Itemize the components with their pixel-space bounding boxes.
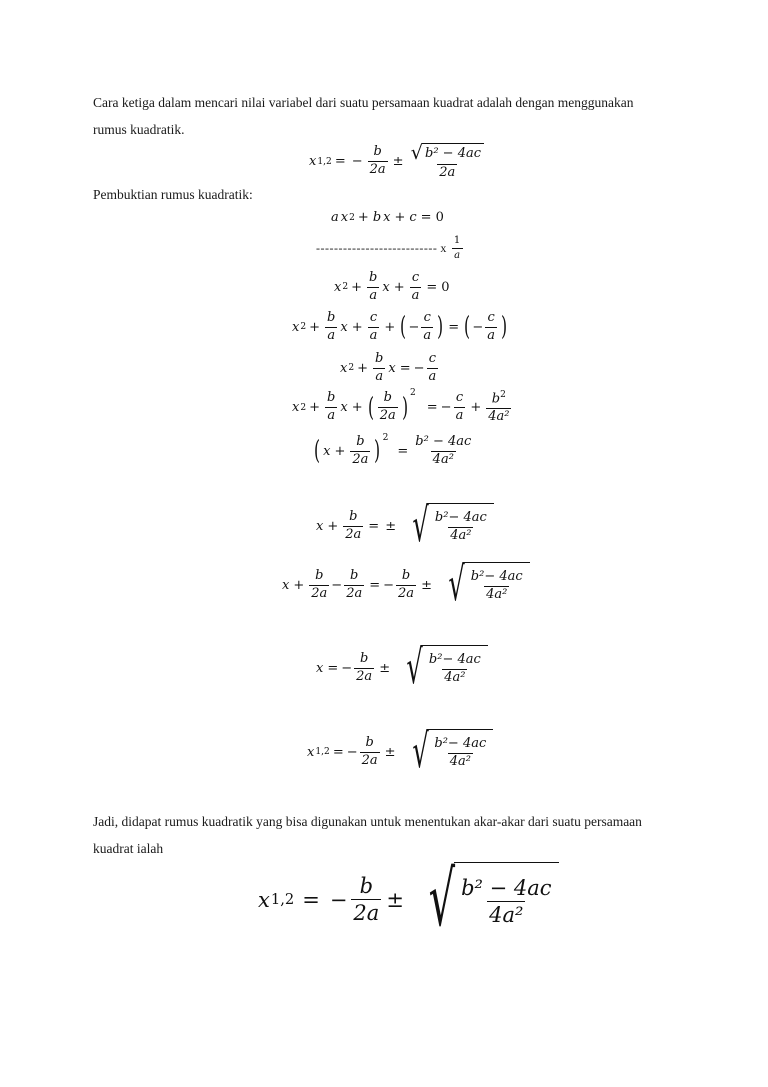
plus-sign: + (384, 319, 396, 335)
var-x: x (388, 360, 396, 376)
equation-standard-form (330, 210, 445, 225)
equals-sign: = (369, 577, 381, 593)
radical-sign: √ (412, 499, 429, 553)
var-x: x (309, 154, 317, 170)
exponent: 2 (348, 363, 355, 374)
numerator: c (423, 310, 431, 325)
denominator: 4a² (449, 754, 471, 770)
plus-sign: + (470, 400, 482, 416)
exponent: 2 (300, 402, 307, 413)
equation-step-9 (306, 725, 493, 779)
var-a: a (331, 210, 339, 225)
var-x: x (383, 210, 391, 225)
equals-sign: = (399, 360, 411, 376)
square-root (399, 725, 494, 779)
equation-step-2 (291, 311, 509, 344)
square-root (393, 641, 488, 695)
exponent: 2 (409, 388, 416, 398)
left-paren: ( (314, 436, 321, 467)
plus-sign: + (293, 577, 305, 593)
fraction (459, 876, 553, 927)
square-root (411, 143, 484, 163)
numerator: b (350, 567, 359, 583)
plus-minus-sign: ± (421, 577, 432, 593)
left-paren: ( (464, 312, 471, 343)
minus-sign: − (413, 360, 425, 376)
conclusion-line-2: kuadrat ialah (93, 841, 164, 856)
radicand (422, 645, 488, 692)
times-sign: x (440, 240, 447, 255)
conclusion-paragraph (93, 808, 693, 862)
equals-sign: = (426, 400, 438, 416)
minus-sign: − (329, 887, 348, 912)
denominator: a (327, 327, 336, 343)
fraction (354, 652, 374, 685)
fraction (396, 569, 416, 602)
minus-sign: − (472, 319, 484, 335)
fraction (409, 143, 486, 180)
fraction (367, 271, 379, 304)
plus-sign: + (309, 319, 321, 335)
plus-sign: + (351, 319, 363, 335)
radicand (428, 503, 494, 550)
plus-sign: + (357, 210, 369, 225)
numerator: b (401, 567, 411, 583)
denominator: a (487, 327, 496, 343)
numerator: b²− 4ac (434, 510, 487, 526)
dash-line: --------------------------- (316, 240, 438, 255)
equals-sign: = (332, 744, 344, 760)
var-b: b (372, 210, 382, 225)
multiply-step-line (316, 235, 465, 261)
denominator: a (369, 287, 378, 303)
denominator: a (411, 287, 420, 303)
numerator: b (327, 310, 336, 325)
fraction (373, 352, 385, 385)
denominator: 4a² (450, 528, 472, 544)
numerator: b (315, 567, 324, 583)
numerator: b²− 4ac (428, 652, 481, 668)
numerator (409, 143, 486, 164)
denominator: 4a² (488, 409, 510, 425)
numerator: b (360, 650, 369, 666)
exponent: 2 (500, 390, 506, 400)
plus-minus-sign: ± (379, 660, 391, 676)
numerator: b (369, 270, 378, 285)
subscript: 1,2 (317, 156, 332, 167)
intro-line-2: rumus kuadratik. (93, 122, 185, 137)
plus-minus-sign: ± (385, 518, 397, 534)
fraction (325, 391, 337, 424)
fraction (413, 435, 473, 468)
zero: 0 (441, 279, 450, 295)
numerator: b (327, 390, 336, 406)
denominator: 2a (361, 752, 378, 768)
numerator: c (487, 310, 495, 325)
var-x: x (282, 577, 290, 593)
plus-minus-sign: ± (386, 887, 404, 912)
fraction (351, 874, 381, 925)
numerator: b²− 4ac (470, 569, 523, 585)
denominator: 2a (398, 585, 415, 601)
left-paren: ( (400, 312, 407, 343)
right-paren: ) (401, 392, 408, 423)
fraction (485, 311, 497, 344)
final-formula (257, 855, 559, 943)
var-x: x (334, 279, 342, 295)
fraction (469, 570, 525, 603)
zero: 0 (435, 210, 444, 225)
conclusion-line-1: Jadi, didapat rumus kuadratik yang bisa digunakan untuk menentukan akar-akar dari suatu persamaan (93, 814, 642, 829)
fraction (433, 511, 489, 544)
equation-step-4 (291, 390, 513, 425)
numerator: c (455, 390, 464, 406)
equals-sign: = (448, 319, 460, 335)
square-root (399, 499, 494, 553)
denominator: 2a (356, 668, 373, 684)
plus-sign: + (351, 400, 363, 416)
fraction (378, 391, 398, 424)
var-x: x (292, 319, 300, 335)
plus-minus-sign: ± (384, 744, 396, 760)
fraction (350, 435, 370, 468)
right-paren: ) (374, 436, 381, 467)
numerator: b² − 4ac (415, 434, 472, 449)
denominator: a (428, 368, 437, 384)
denominator: 4a² (444, 670, 466, 686)
fraction (421, 311, 433, 344)
proof-heading: Pembuktian rumus kuadratik: (93, 187, 253, 202)
equals-sign: = (327, 660, 339, 676)
square-root (407, 855, 559, 943)
intro-line-1: Cara ketiga dalam mencari nilai variabel dari suatu persamaan kuadrat adalah dengan menggunakan (93, 95, 634, 110)
fraction (432, 737, 488, 770)
var-x: x (340, 210, 349, 225)
denominator: a (455, 408, 464, 424)
var-c: c (409, 210, 417, 225)
plus-sign: + (309, 400, 321, 416)
radicand (454, 862, 558, 938)
equation-step-5 (312, 435, 475, 468)
fraction (368, 145, 388, 178)
subscript: 1,2 (270, 891, 295, 909)
var-x: x (307, 744, 315, 760)
equation-step-6 (315, 499, 494, 553)
numerator: b (356, 434, 365, 449)
plus-sign: + (351, 279, 363, 295)
numerator: c (369, 310, 378, 325)
fraction (344, 569, 364, 602)
var-x: x (340, 360, 348, 376)
fraction (360, 736, 380, 769)
plus-minus-sign: ± (392, 154, 404, 170)
denominator: 2a (379, 408, 396, 424)
numerator: b (359, 874, 374, 899)
fraction (368, 311, 380, 344)
minus-sign: − (346, 744, 358, 760)
square-root (435, 558, 530, 612)
left-paren: ( (367, 392, 374, 423)
fraction (343, 510, 363, 543)
equals-sign: = (420, 210, 432, 225)
denominator: 2a (352, 451, 369, 467)
denominator: 2a (353, 901, 380, 926)
minus-sign: − (351, 154, 363, 170)
radicand: b² − 4ac (422, 143, 484, 163)
var-x: x (323, 443, 331, 459)
equals-sign: = (334, 154, 346, 170)
var-x: x (258, 887, 270, 912)
minus-sign: − (383, 577, 395, 593)
numerator: 1 (453, 235, 461, 246)
var-x: x (316, 518, 324, 534)
plus-sign: + (357, 360, 369, 376)
numerator: b²− 4ac (434, 736, 487, 752)
denominator: a (375, 368, 384, 384)
equation-step-1 (333, 271, 451, 304)
minus-sign: − (408, 319, 420, 335)
fraction (309, 569, 329, 602)
subscript: 1,2 (315, 747, 330, 758)
radicand (427, 729, 493, 776)
var-x: x (340, 400, 348, 416)
plus-sign: + (393, 279, 405, 295)
denominator: 2a (369, 162, 386, 178)
fraction (486, 390, 511, 425)
denominator: a (454, 249, 461, 261)
var-x: x (316, 660, 324, 676)
equals-sign: = (397, 443, 409, 459)
minus-sign: − (440, 400, 452, 416)
equation-step-3 (339, 352, 440, 385)
exponent: 2 (300, 322, 307, 333)
minus-sign: − (341, 660, 353, 676)
equation-step-7 (281, 558, 530, 612)
right-paren: ) (437, 312, 444, 343)
denominator: 4a² (432, 451, 454, 467)
numerator: b (373, 144, 382, 160)
numerator: b (349, 508, 358, 524)
radical-sign: √ (410, 141, 423, 164)
radical-sign: √ (406, 641, 423, 695)
denominator: a (327, 408, 336, 424)
denominator: 4a² (486, 587, 508, 603)
var-x: x (382, 279, 390, 295)
equation-step-8 (315, 641, 488, 695)
var-x: x (292, 400, 300, 416)
fraction (427, 352, 439, 385)
denominator: a (369, 327, 378, 343)
radical-sign: √ (448, 558, 465, 612)
denominator: 2a (439, 164, 456, 180)
radical-sign: √ (411, 725, 429, 779)
var-b: b (491, 391, 501, 407)
exponent: 2 (342, 282, 349, 293)
radicand (464, 562, 530, 609)
exponent: 2 (382, 433, 389, 443)
plus-sign: + (327, 518, 339, 534)
numerator: c (411, 270, 420, 285)
right-paren: ) (501, 312, 508, 343)
numerator: b (383, 390, 392, 406)
numerator: b (375, 351, 384, 366)
equals-sign: = (302, 887, 320, 912)
denominator: 4a² (489, 902, 524, 927)
intro-paragraph (93, 89, 693, 143)
denominator: 2a (311, 585, 328, 601)
numerator: c (428, 351, 437, 366)
multiply-factor (452, 235, 463, 261)
formula-intro (308, 143, 488, 180)
numerator: b (365, 734, 374, 750)
fraction (427, 653, 483, 686)
denominator: a (423, 327, 432, 343)
fraction (410, 271, 422, 304)
denominator: 2a (346, 585, 363, 601)
numerator: b² − 4ac (461, 875, 552, 900)
equals-sign: = (426, 279, 438, 295)
exponent: 2 (349, 212, 355, 223)
equals-sign: = (368, 518, 380, 534)
denominator: 2a (345, 526, 362, 542)
plus-sign: + (394, 210, 406, 225)
fraction (325, 311, 337, 344)
radical-sign: √ (428, 855, 456, 943)
numerator (490, 390, 508, 408)
minus-sign: − (331, 577, 343, 593)
fraction (454, 391, 466, 424)
var-x: x (340, 319, 348, 335)
plus-sign: + (334, 443, 346, 459)
